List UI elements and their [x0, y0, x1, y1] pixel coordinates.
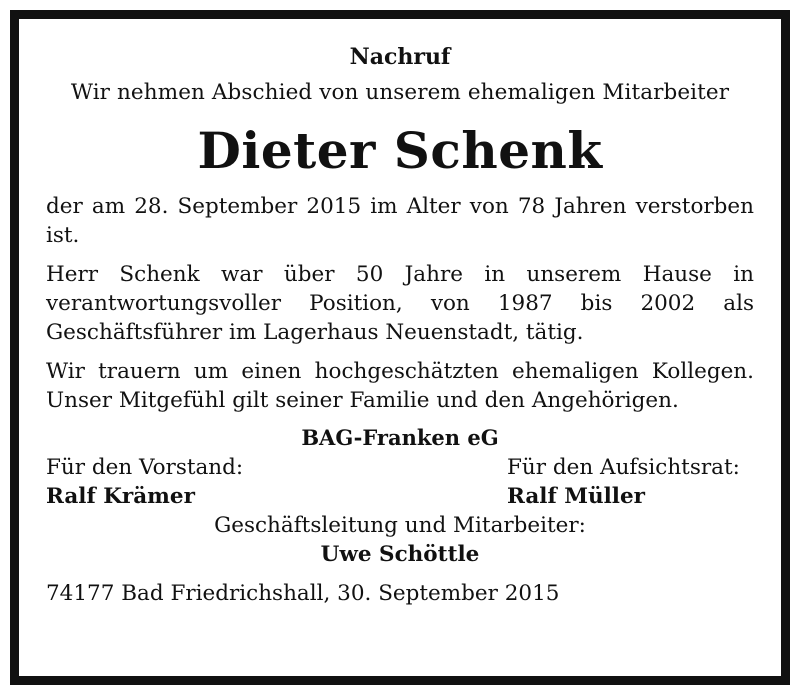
paragraph-death-date: der am 28. September 2015 im Alter von 78 Jahren verstorben ist.: [46, 194, 754, 248]
paragraph-condolence: Wir trauern um einen hochgeschätzten ehemaligen Kollegen. Unser Mitgefühl gilt seiner Familie und den Angehörigen.: [46, 359, 754, 413]
paragraph-career: Herr Schenk war über 50 Jahre in unserem Hause in verantwortungsvoller Position, von 1987 bis 2002 als Geschäftsführer im Lagerhaus Neuenstadt, tätig.: [46, 262, 754, 345]
board-signatory: Ralf Krämer: [46, 484, 195, 509]
obituary-notice: [46, 42, 754, 609]
supervisory-board-signatory: Ralf Müller: [507, 484, 645, 509]
signature-names-row: [46, 482, 754, 511]
management-signatory: Uwe Schöttle: [320, 542, 480, 567]
supervisory-board-label: Für den Aufsichtsrat:: [507, 455, 740, 480]
place-and-date: 74177 Bad Friedrichshall, 30. September 2015: [46, 581, 560, 606]
management-label: Geschäftsleitung und Mitarbeiter:: [214, 513, 586, 538]
deceased-name: Dieter Schenk: [197, 121, 603, 180]
intro-line: Wir nehmen Abschied von unserem ehemaligen Mitarbeiter: [70, 80, 730, 105]
signature-labels-row: [46, 453, 754, 482]
notice-heading: Nachruf: [349, 44, 451, 70]
board-label: Für den Vorstand:: [46, 455, 244, 480]
company-name: BAG-Franken eG: [301, 425, 499, 450]
